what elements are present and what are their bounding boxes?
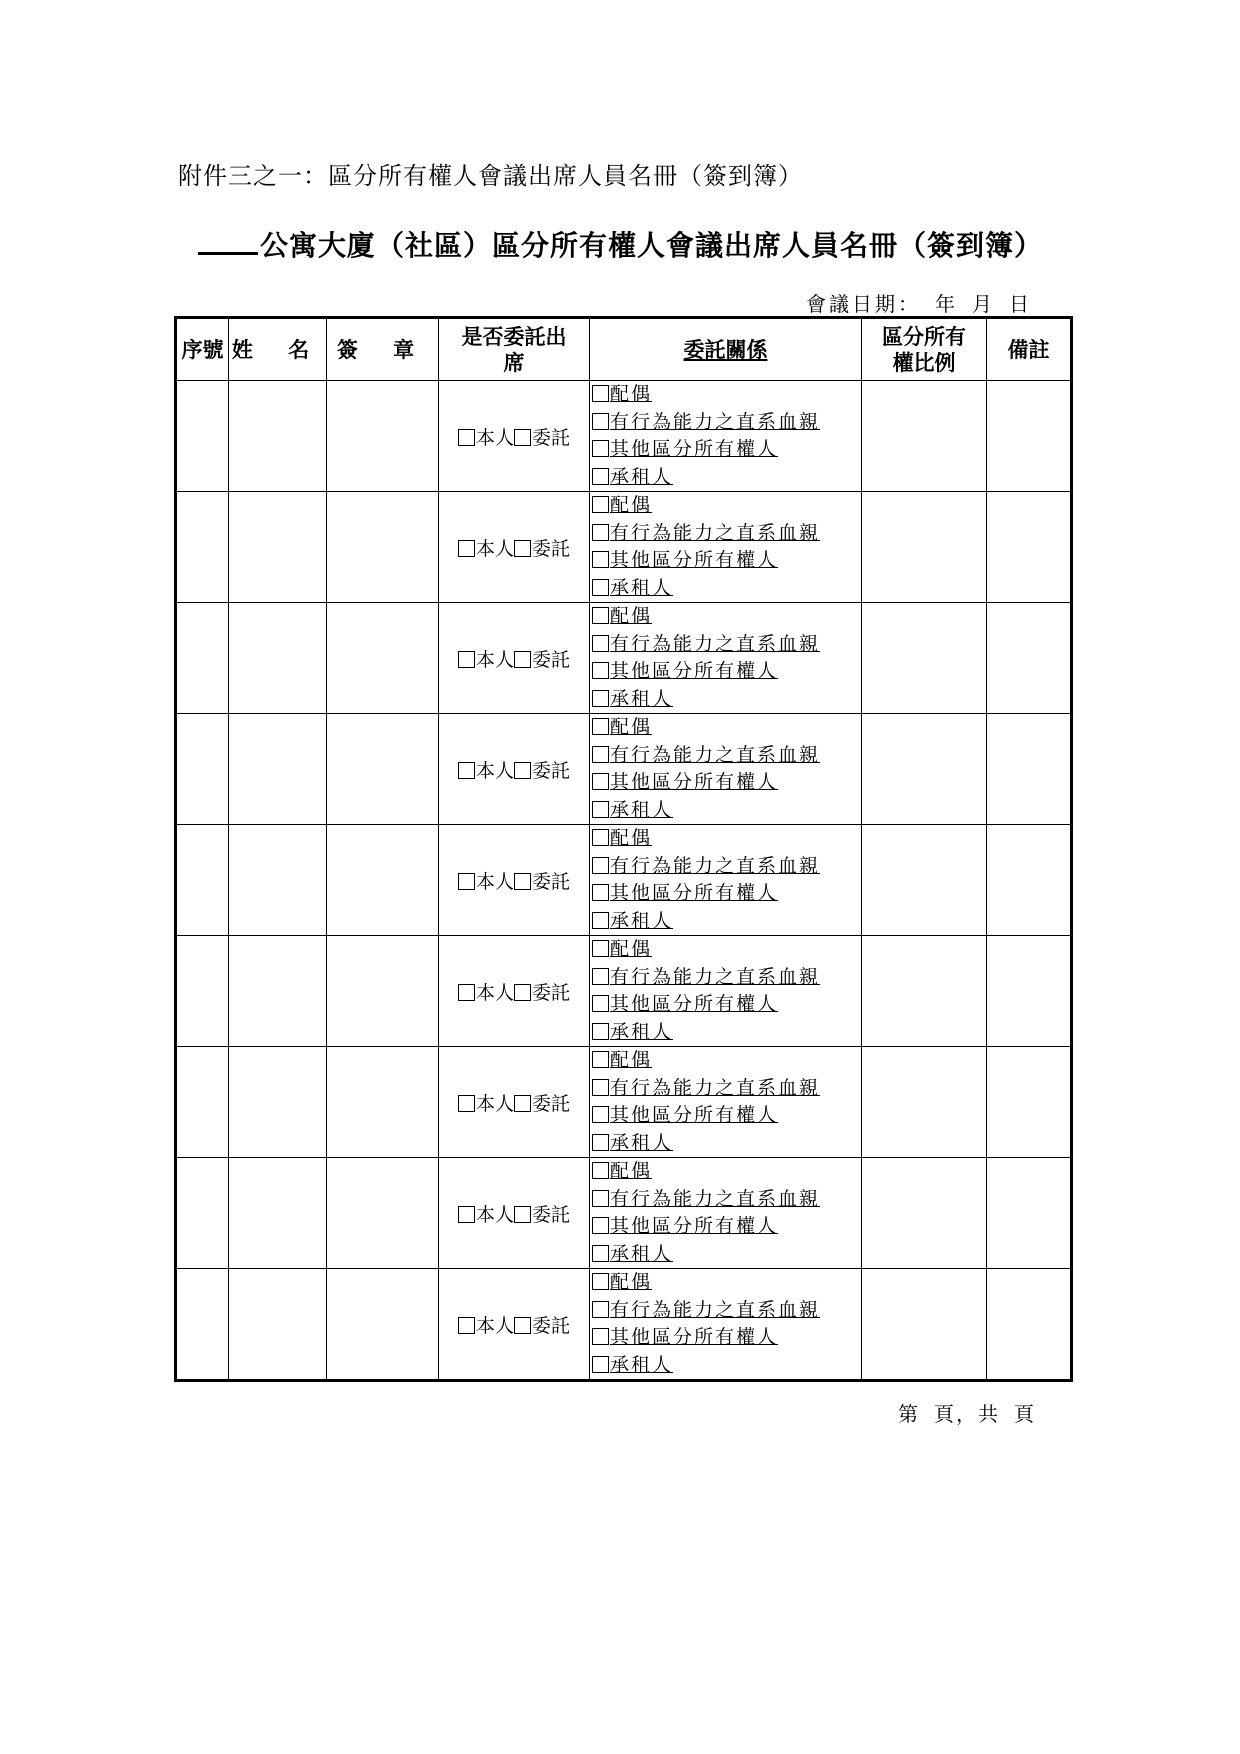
relative-label: 有行為能力之直系血親: [610, 632, 821, 655]
header-delegate-line1: 是否委託出: [461, 323, 567, 349]
delegate-label: 委託: [532, 648, 571, 671]
serial-cell[interactable]: [176, 1269, 229, 1381]
relation-cell: [590, 936, 862, 1047]
name-cell[interactable]: [229, 936, 327, 1047]
serial-cell[interactable]: [176, 1047, 229, 1158]
relation-option-tenant: [592, 686, 861, 714]
tenant-label: 承租人: [610, 576, 674, 599]
seal-cell[interactable]: [327, 492, 439, 603]
serial-cell[interactable]: [176, 603, 229, 714]
tenant-label: 承租人: [610, 1242, 674, 1265]
other-owner-label: 其他區分所有權人: [610, 771, 779, 793]
relation-option-tenant: [592, 1352, 861, 1380]
tenant-label: 承租人: [610, 1020, 674, 1043]
relative-label: 有行為能力之直系血親: [610, 743, 821, 766]
ratio-cell[interactable]: [862, 1158, 987, 1269]
attachment-title: 附件三之一：區分所有權人會議出席人員名冊（簽到簿）: [178, 162, 803, 190]
delegate-checkbox[interactable]: [514, 429, 531, 446]
relative-label: 有行為能力之直系血親: [610, 1187, 821, 1210]
serial-cell[interactable]: [176, 714, 229, 825]
relation-option-other-owner: [592, 1102, 861, 1130]
relation-cell: [590, 381, 862, 492]
name-cell[interactable]: [229, 603, 327, 714]
relation-option-tenant: [592, 797, 861, 825]
other-owner-label: 其他區分所有權人: [610, 660, 779, 682]
delegate-checkbox[interactable]: [514, 1317, 531, 1334]
attend-cell: [439, 603, 590, 714]
spouse-checkbox[interactable]: [592, 829, 609, 846]
self-label: 本人: [475, 1092, 514, 1115]
self-checkbox[interactable]: [458, 429, 475, 446]
attend-cell: [439, 1158, 590, 1269]
table-row: [176, 492, 1072, 603]
other-owner-label: 其他區分所有權人: [610, 1104, 779, 1126]
footer-prefix: 第: [898, 1402, 920, 1426]
remark-cell[interactable]: [987, 936, 1072, 1047]
spouse-checkbox[interactable]: [592, 607, 609, 624]
meeting-date: [806, 288, 1032, 317]
delegate-checkbox[interactable]: [514, 1095, 531, 1112]
other-owner-label: 其他區分所有權人: [610, 1215, 779, 1237]
tenant-checkbox[interactable]: [592, 1023, 609, 1040]
relative-checkbox[interactable]: [592, 746, 609, 763]
relation-cell: [590, 1269, 862, 1381]
relation-option-relative: [592, 853, 861, 881]
tenant-label: 承租人: [610, 1131, 674, 1154]
spouse-label: 配偶: [610, 827, 653, 849]
spouse-label: 配偶: [610, 1049, 653, 1071]
remark-cell[interactable]: [987, 1158, 1072, 1269]
self-checkbox[interactable]: [458, 1206, 475, 1223]
relation-option-relative: [592, 964, 861, 992]
relation-option-other-owner: [592, 1324, 861, 1352]
meeting-date-label: 會議日期：: [806, 292, 921, 316]
spouse-checkbox[interactable]: [592, 1051, 609, 1068]
self-checkbox[interactable]: [458, 540, 475, 557]
relation-option-spouse: [592, 825, 861, 853]
self-label: 本人: [475, 537, 514, 560]
self-label: 本人: [475, 981, 514, 1004]
name-cell[interactable]: [229, 825, 327, 936]
header-serial: 序號: [176, 318, 229, 381]
relation-option-spouse: [592, 1158, 861, 1186]
other-owner-label: 其他區分所有權人: [610, 882, 779, 904]
seal-cell[interactable]: [327, 936, 439, 1047]
tenant-checkbox[interactable]: [592, 579, 609, 596]
spouse-label: 配偶: [610, 938, 653, 960]
table-row: [176, 825, 1072, 936]
table-row: [176, 936, 1072, 1047]
page-footer: [898, 1398, 1036, 1427]
relative-checkbox[interactable]: [592, 968, 609, 985]
other-owner-checkbox[interactable]: [592, 1217, 609, 1234]
self-checkbox[interactable]: [458, 873, 475, 890]
attend-cell: [439, 1047, 590, 1158]
self-checkbox[interactable]: [458, 1095, 475, 1112]
other-owner-label: 其他區分所有權人: [610, 993, 779, 1015]
relation-option-spouse: [592, 492, 861, 520]
delegate-label: 委託: [532, 870, 571, 893]
relation-option-relative: [592, 1297, 861, 1325]
self-checkbox[interactable]: [458, 651, 475, 668]
relation-list: [590, 381, 861, 491]
relative-checkbox[interactable]: [592, 1079, 609, 1096]
relation-option-tenant: [592, 464, 861, 492]
relation-option-spouse: [592, 714, 861, 742]
attendance-table: [174, 316, 1073, 1382]
relation-option-tenant: [592, 908, 861, 936]
seal-cell[interactable]: [327, 1047, 439, 1158]
spouse-checkbox[interactable]: [592, 1273, 609, 1290]
tenant-label: 承租人: [610, 465, 674, 488]
building-name-blank[interactable]: [198, 222, 258, 255]
tenant-checkbox[interactable]: [592, 801, 609, 818]
relation-option-tenant: [592, 575, 861, 603]
delegate-label: 委託: [532, 759, 571, 782]
relation-option-tenant: [592, 1241, 861, 1269]
ratio-cell[interactable]: [862, 1047, 987, 1158]
ratio-cell[interactable]: [862, 492, 987, 603]
relation-option-other-owner: [592, 991, 861, 1019]
tenant-checkbox[interactable]: [592, 468, 609, 485]
delegate-label: 委託: [532, 1314, 571, 1337]
other-owner-checkbox[interactable]: [592, 1328, 609, 1345]
remark-cell[interactable]: [987, 492, 1072, 603]
relative-checkbox[interactable]: [592, 1301, 609, 1318]
footer-page: 頁，共: [934, 1402, 1000, 1426]
tenant-checkbox[interactable]: [592, 1245, 609, 1262]
meeting-date-day: 日: [1009, 292, 1032, 316]
spouse-label: 配偶: [610, 1160, 653, 1182]
remark-cell[interactable]: [987, 1269, 1072, 1381]
relation-list: [590, 825, 861, 935]
serial-cell[interactable]: [176, 936, 229, 1047]
header-ratio-line1: 區分所有: [882, 323, 966, 349]
tenant-checkbox[interactable]: [592, 1134, 609, 1151]
other-owner-checkbox[interactable]: [592, 551, 609, 568]
delegate-checkbox[interactable]: [514, 1206, 531, 1223]
relation-option-spouse: [592, 381, 861, 409]
table-row: [176, 714, 1072, 825]
remark-cell[interactable]: [987, 825, 1072, 936]
relation-cell: [590, 825, 862, 936]
spouse-checkbox[interactable]: [592, 940, 609, 957]
spouse-label: 配偶: [610, 494, 653, 516]
header-delegate: [439, 318, 590, 381]
relation-list: [590, 1047, 861, 1157]
table-row: [176, 381, 1072, 492]
seal-cell[interactable]: [327, 1158, 439, 1269]
relation-cell: [590, 492, 862, 603]
relation-option-relative: [592, 1075, 861, 1103]
ratio-cell[interactable]: [862, 1269, 987, 1381]
relation-option-other-owner: [592, 769, 861, 797]
relative-label: 有行為能力之直系血親: [610, 1298, 821, 1321]
attend-cell: [439, 714, 590, 825]
other-owner-label: 其他區分所有權人: [610, 549, 779, 571]
self-checkbox[interactable]: [458, 984, 475, 1001]
self-label: 本人: [475, 1314, 514, 1337]
relation-list: [590, 492, 861, 602]
name-cell[interactable]: [229, 1158, 327, 1269]
delegate-label: 委託: [532, 1092, 571, 1115]
relative-checkbox[interactable]: [592, 1190, 609, 1207]
ratio-cell[interactable]: [862, 381, 987, 492]
delegate-checkbox[interactable]: [514, 984, 531, 1001]
name-cell[interactable]: [229, 1047, 327, 1158]
self-label: 本人: [475, 759, 514, 782]
table-row: [176, 1269, 1072, 1381]
relation-option-tenant: [592, 1019, 861, 1047]
other-owner-checkbox[interactable]: [592, 662, 609, 679]
meeting-date-year: 年: [935, 292, 958, 316]
other-owner-checkbox[interactable]: [592, 995, 609, 1012]
relative-checkbox[interactable]: [592, 413, 609, 430]
relation-list: [590, 603, 861, 713]
remark-cell[interactable]: [987, 714, 1072, 825]
delegate-checkbox[interactable]: [514, 762, 531, 779]
spouse-label: 配偶: [610, 605, 653, 627]
remark-cell[interactable]: [987, 603, 1072, 714]
main-title-text: 公寓大廈（社區）區分所有權人會議出席人員名冊（簽到簿）: [260, 229, 1044, 262]
name-cell[interactable]: [229, 492, 327, 603]
delegate-label: 委託: [532, 426, 571, 449]
table-body: [176, 381, 1072, 1381]
serial-cell[interactable]: [176, 492, 229, 603]
relation-option-other-owner: [592, 658, 861, 686]
remark-cell[interactable]: [987, 1047, 1072, 1158]
table-row: [176, 603, 1072, 714]
tenant-checkbox[interactable]: [592, 1356, 609, 1373]
self-label: 本人: [475, 1203, 514, 1226]
header-relation-text: 委託關係: [683, 336, 768, 362]
seal-cell[interactable]: [327, 714, 439, 825]
spouse-checkbox[interactable]: [592, 385, 609, 402]
relation-option-spouse: [592, 603, 861, 631]
attend-cell: [439, 1269, 590, 1381]
serial-cell[interactable]: [176, 381, 229, 492]
relative-label: 有行為能力之直系血親: [610, 410, 821, 433]
serial-cell[interactable]: [176, 1158, 229, 1269]
relation-option-relative: [592, 409, 861, 437]
self-checkbox[interactable]: [458, 762, 475, 779]
spouse-label: 配偶: [610, 1271, 653, 1293]
ratio-cell[interactable]: [862, 825, 987, 936]
seal-cell[interactable]: [327, 1269, 439, 1381]
relation-option-relative: [592, 631, 861, 659]
table-row: [176, 1047, 1072, 1158]
ratio-cell[interactable]: [862, 603, 987, 714]
self-checkbox[interactable]: [458, 1317, 475, 1334]
relative-label: 有行為能力之直系血親: [610, 854, 821, 877]
relative-label: 有行為能力之直系血親: [610, 965, 821, 988]
spouse-label: 配偶: [610, 716, 653, 738]
spouse-checkbox[interactable]: [592, 1162, 609, 1179]
relation-list: [590, 936, 861, 1046]
remark-cell[interactable]: [987, 381, 1072, 492]
spouse-label: 配偶: [610, 383, 653, 405]
relative-checkbox[interactable]: [592, 635, 609, 652]
delegate-checkbox[interactable]: [514, 651, 531, 668]
seal-cell[interactable]: [327, 381, 439, 492]
relation-list: [590, 714, 861, 824]
relation-option-spouse: [592, 1269, 861, 1297]
footer-suffix: 頁: [1014, 1402, 1036, 1426]
attend-cell: [439, 825, 590, 936]
tenant-label: 承租人: [610, 798, 674, 821]
self-label: 本人: [475, 870, 514, 893]
seal-cell[interactable]: [327, 825, 439, 936]
other-owner-label: 其他區分所有權人: [610, 438, 779, 460]
header-delegate-line2: 席: [503, 349, 525, 375]
header-remark: 備註: [987, 318, 1072, 381]
table-row: [176, 1158, 1072, 1269]
ratio-cell[interactable]: [862, 714, 987, 825]
relative-checkbox[interactable]: [592, 857, 609, 874]
relation-cell: [590, 1158, 862, 1269]
delegate-checkbox[interactable]: [514, 540, 531, 557]
relation-list: [590, 1269, 861, 1379]
relative-label: 有行為能力之直系血親: [610, 521, 821, 544]
header-relation: [590, 318, 862, 381]
relation-option-other-owner: [592, 547, 861, 575]
relation-option-tenant: [592, 1130, 861, 1158]
tenant-label: 承租人: [610, 1353, 674, 1376]
tenant-label: 承租人: [610, 909, 674, 932]
delegate-label: 委託: [532, 537, 571, 560]
spouse-checkbox[interactable]: [592, 496, 609, 513]
name-cell[interactable]: [229, 1269, 327, 1381]
attend-cell: [439, 936, 590, 1047]
self-label: 本人: [475, 426, 514, 449]
seal-cell[interactable]: [327, 603, 439, 714]
other-owner-checkbox[interactable]: [592, 773, 609, 790]
header-ratio-line2: 權比例: [892, 349, 956, 375]
other-owner-checkbox[interactable]: [592, 1106, 609, 1123]
table-header-row: [176, 318, 1072, 381]
ratio-cell[interactable]: [862, 936, 987, 1047]
relation-cell: [590, 714, 862, 825]
serial-cell[interactable]: [176, 825, 229, 936]
name-cell[interactable]: [229, 714, 327, 825]
header-name: 姓 名: [229, 318, 327, 381]
attend-cell: [439, 381, 590, 492]
other-owner-checkbox[interactable]: [592, 884, 609, 901]
relation-option-relative: [592, 520, 861, 548]
relation-option-spouse: [592, 1047, 861, 1075]
tenant-checkbox[interactable]: [592, 912, 609, 929]
relation-option-other-owner: [592, 436, 861, 464]
relation-cell: [590, 1047, 862, 1158]
delegate-label: 委託: [532, 1203, 571, 1226]
relation-cell: [590, 603, 862, 714]
name-cell[interactable]: [229, 381, 327, 492]
tenant-checkbox[interactable]: [592, 690, 609, 707]
delegate-checkbox[interactable]: [514, 873, 531, 890]
delegate-label: 委託: [532, 981, 571, 1004]
self-label: 本人: [475, 648, 514, 671]
other-owner-checkbox[interactable]: [592, 440, 609, 457]
relation-option-other-owner: [592, 1213, 861, 1241]
header-ratio: [862, 318, 987, 381]
relation-option-other-owner: [592, 880, 861, 908]
relation-option-relative: [592, 742, 861, 770]
header-seal: 簽 章: [327, 318, 439, 381]
relation-option-spouse: [592, 936, 861, 964]
attend-cell: [439, 492, 590, 603]
spouse-checkbox[interactable]: [592, 718, 609, 735]
relation-option-relative: [592, 1186, 861, 1214]
tenant-label: 承租人: [610, 687, 674, 710]
meeting-date-month: 月: [972, 292, 995, 316]
main-title: [198, 222, 1043, 264]
relative-label: 有行為能力之直系血親: [610, 1076, 821, 1099]
other-owner-label: 其他區分所有權人: [610, 1326, 779, 1348]
relative-checkbox[interactable]: [592, 524, 609, 541]
relation-list: [590, 1158, 861, 1268]
